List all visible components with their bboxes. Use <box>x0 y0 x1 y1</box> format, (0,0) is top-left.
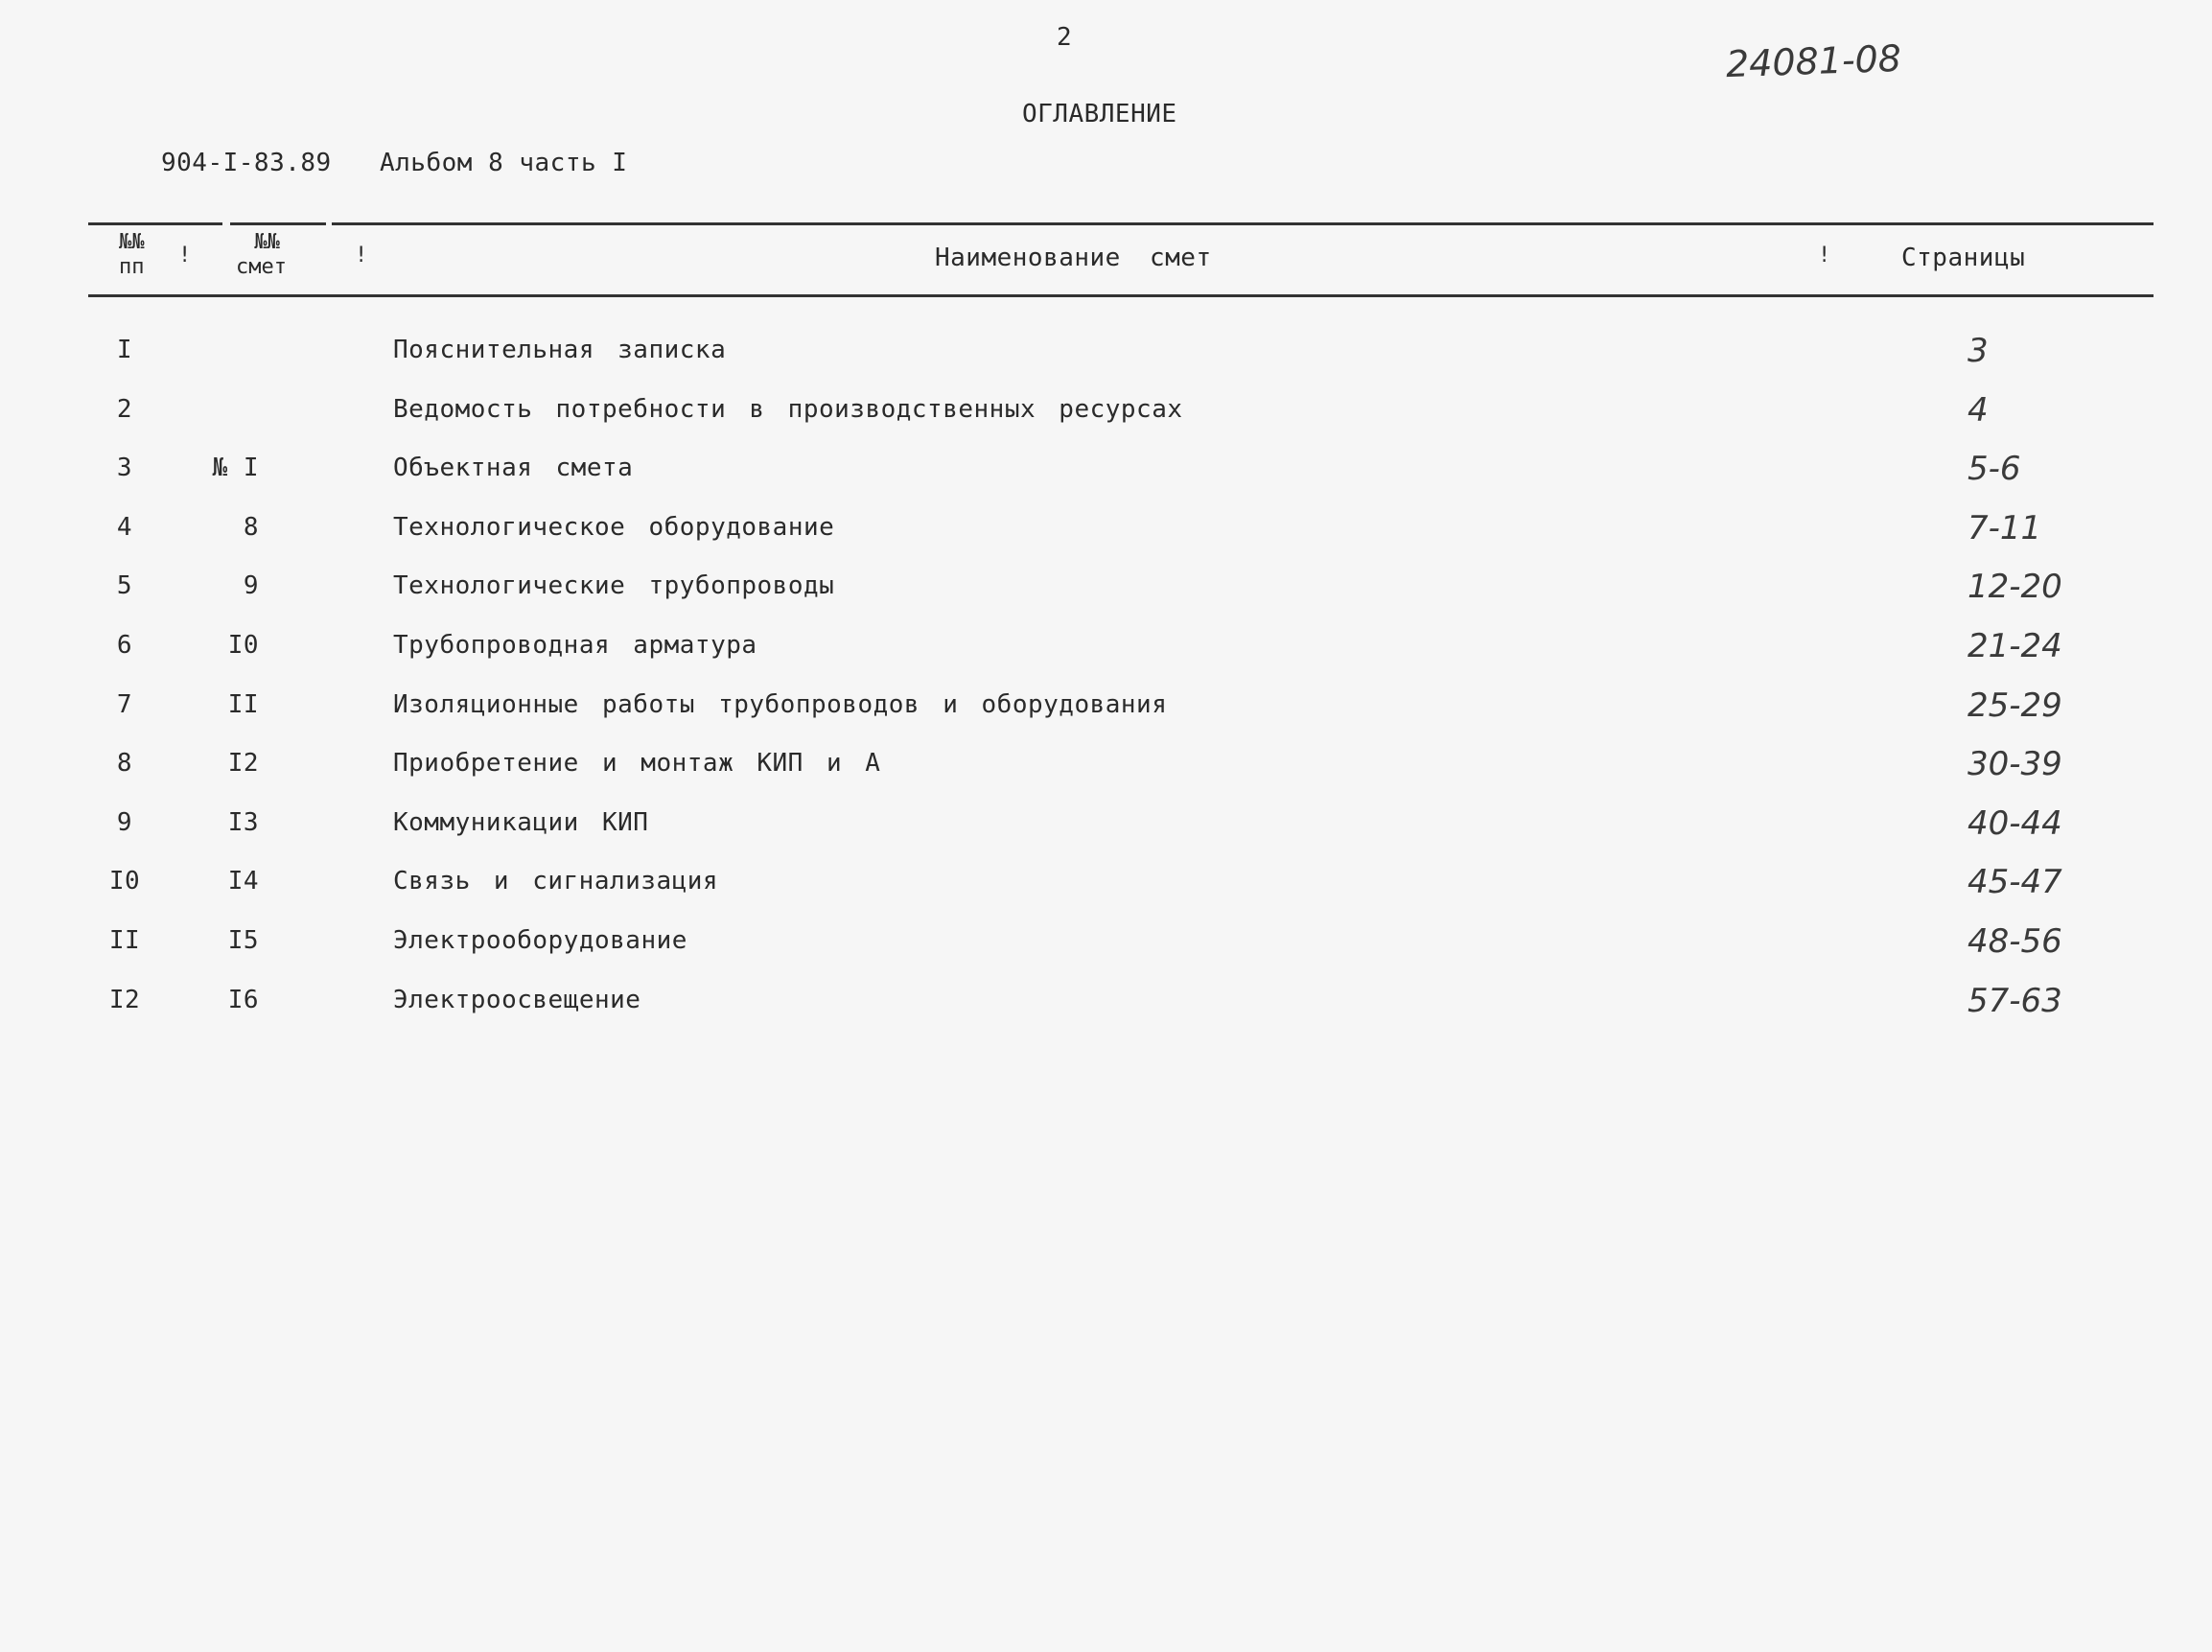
row-estimate-name: Изоляционные работы трубопроводов и оборудования <box>393 690 1168 719</box>
row-pages-handwritten: 12-20 <box>1968 568 2062 606</box>
row-pages-handwritten: 45-47 <box>1968 863 2062 901</box>
row-estimate-number: I2 <box>227 749 259 778</box>
page-number: 2 <box>1057 23 1073 52</box>
row-estimate-name: Приобретение и монтаж КИП и А <box>393 749 881 778</box>
row-pages-handwritten: 25-29 <box>1968 686 2062 725</box>
row-pages-handwritten: 30-39 <box>1968 745 2062 783</box>
header-estimate-column <box>236 230 287 280</box>
row-estimate-name: Электрооборудование <box>393 926 687 955</box>
row-estimate-name: Пояснительная записка <box>393 336 727 364</box>
document-title: ОГЛАВЛЕНИЕ <box>1022 100 1177 128</box>
header-top-rule-1 <box>88 222 222 225</box>
row-estimate-name: Электроосвещение <box>393 986 641 1014</box>
row-number: II <box>108 926 141 955</box>
header-num-top: №№ <box>119 230 145 254</box>
header-separator-2: ! <box>355 244 368 268</box>
header-separator-1: ! <box>178 244 192 268</box>
row-estimate-name: Коммуникации КИП <box>393 808 649 837</box>
header-num-column <box>119 230 145 280</box>
header-top-rule-3 <box>332 222 2154 225</box>
row-estimate-name: Технологические трубопроводы <box>393 571 835 600</box>
row-estimate-number: 8 <box>243 513 259 542</box>
row-estimate-number: I0 <box>227 631 259 660</box>
row-pages-handwritten: 3 <box>1968 332 1989 370</box>
row-pages-handwritten: 7-11 <box>1968 509 2042 547</box>
row-number: 5 <box>116 571 133 600</box>
album-label: Альбом 8 часть I <box>380 149 628 177</box>
row-number: 8 <box>116 749 133 778</box>
row-estimate-number: I6 <box>227 986 259 1014</box>
header-separator-3: ! <box>1818 244 1831 268</box>
project-code: 904-I-83.89 <box>161 149 332 177</box>
row-number: 2 <box>116 395 133 424</box>
row-estimate-name: Ведомость потребности в производственных ресурсах <box>393 395 1183 424</box>
row-pages-handwritten: 4 <box>1968 391 1989 430</box>
row-pages-handwritten: 48-56 <box>1968 922 2062 961</box>
row-pages-handwritten: 57-63 <box>1968 982 2062 1020</box>
row-pages-handwritten: 5-6 <box>1968 450 2021 488</box>
header-top-rule-2 <box>230 222 326 225</box>
header-num-bottom: пп <box>119 255 145 279</box>
row-estimate-name: Трубопроводная арматура <box>393 631 757 660</box>
row-number: I0 <box>108 867 141 896</box>
header-estimate-top: №№ <box>254 230 280 254</box>
row-estimate-number: II <box>227 690 259 719</box>
row-pages-handwritten: 21-24 <box>1968 627 2062 665</box>
row-estimate-number: I3 <box>227 808 259 837</box>
row-number: 3 <box>116 454 133 482</box>
row-estimate-name: Технологическое оборудование <box>393 513 835 542</box>
archive-number-handwritten: 24081-08 <box>1725 36 1902 86</box>
header-estimate-bottom: смет <box>236 255 287 279</box>
row-number: I <box>116 336 133 364</box>
row-number: 7 <box>116 690 133 719</box>
row-estimate-number: I5 <box>227 926 259 955</box>
row-number: 4 <box>116 513 133 542</box>
header-name-column: Наименование смет <box>935 244 1212 272</box>
header-pages-column: Страницы <box>1901 244 2026 272</box>
row-estimate-number: 9 <box>243 571 259 600</box>
header-bottom-rule <box>88 294 2154 297</box>
row-number: 9 <box>116 808 133 837</box>
row-estimate-name: Связь и сигнализация <box>393 867 719 896</box>
row-estimate-number: I4 <box>227 867 259 896</box>
row-estimate-number: № I <box>212 454 259 482</box>
row-number: 6 <box>116 631 133 660</box>
row-pages-handwritten: 40-44 <box>1968 804 2062 843</box>
row-number: I2 <box>108 986 141 1014</box>
row-estimate-name: Объектная смета <box>393 454 634 482</box>
